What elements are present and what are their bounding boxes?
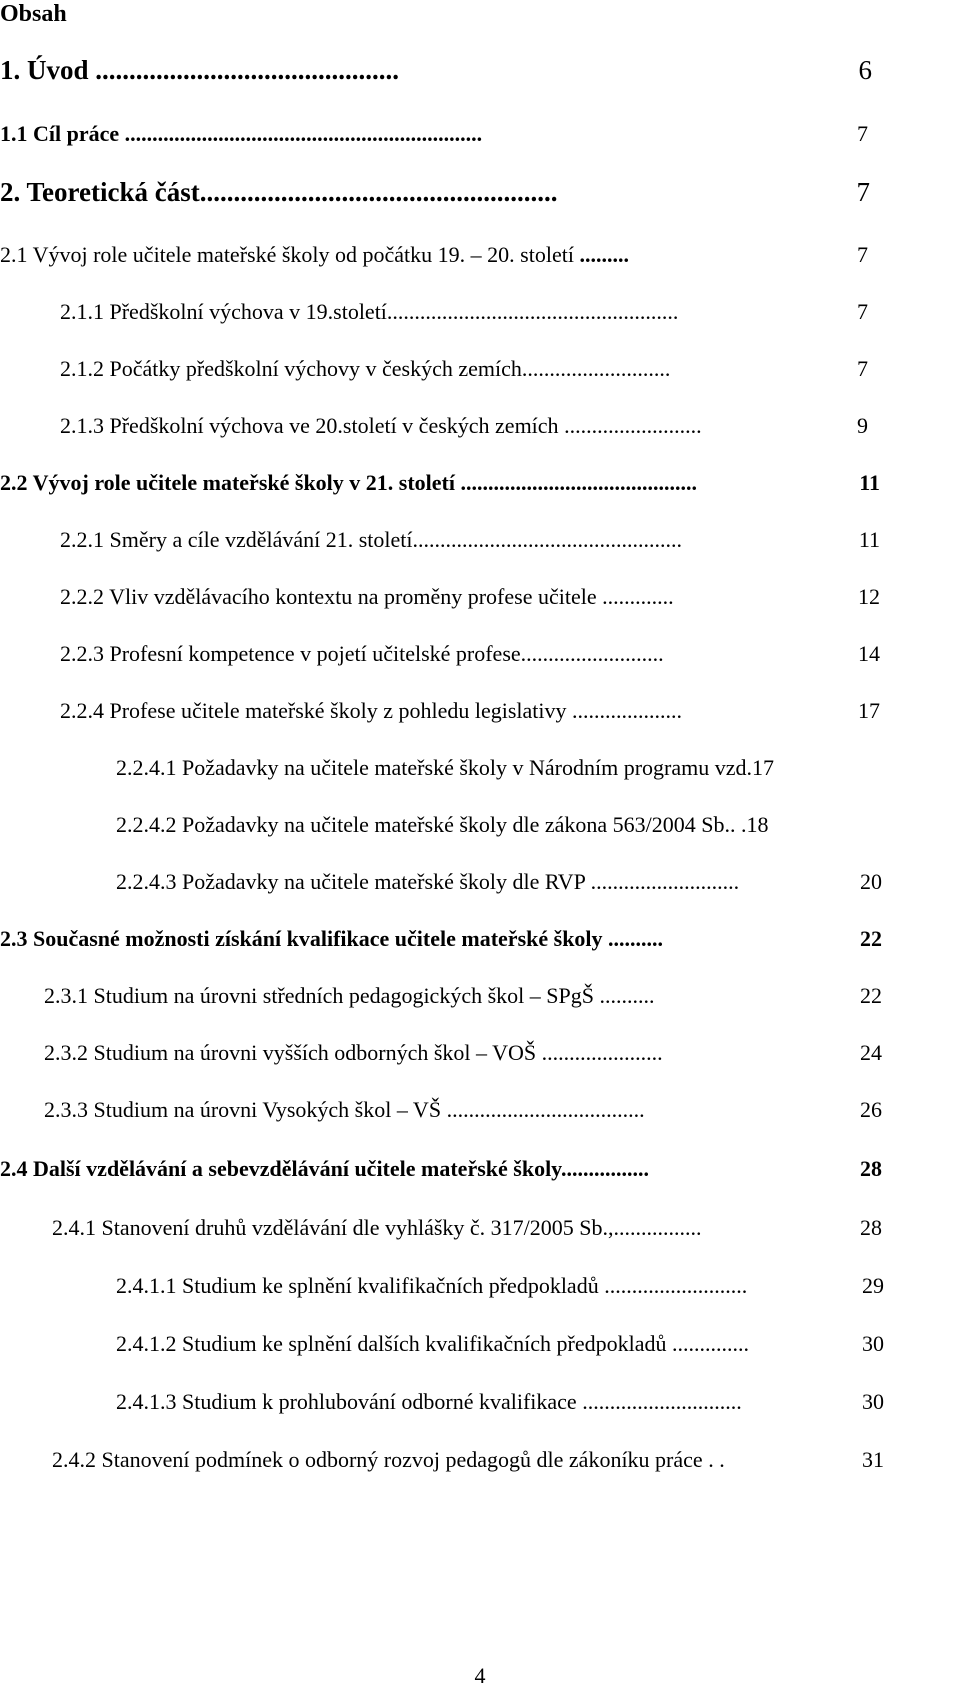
toc-entry-page: 29: [862, 1273, 884, 1298]
toc-entry-text: 2.3.1 Studium na úrovni středních pedagogických škol – SPgŠ ..........: [44, 983, 655, 1008]
toc-entry-page: 28: [860, 1156, 882, 1181]
toc-entry-page: 30: [862, 1331, 884, 1356]
toc-entry-text: 2.4.1.2 Studium ke splnění dalších kvalifikačních předpokladů ..............: [116, 1331, 750, 1356]
toc-entry-text: 2.3.2 Studium na úrovni vyšších odborných škol – VOŠ ......................: [44, 1040, 663, 1065]
toc-entry-text: 2. Teoretická část.....................................................: [0, 177, 558, 207]
toc-entry-page: 22: [860, 983, 882, 1008]
toc-entry-text: 2.2.4.3 Požadavky na učitele mateřské školy dle RVP ...........................: [116, 869, 740, 894]
page-number: 4: [474, 1663, 486, 1688]
toc-entry-page: 7: [857, 299, 868, 324]
toc-entry-text: 2.2 Vývoj role učitele mateřské školy v 21. století ...........................................: [0, 470, 697, 495]
toc-entry-text: 2.2.3 Profesní kompetence v pojetí učitelské profese..........................: [60, 641, 664, 666]
toc-entry-text: 1.1 Cíl práce .................................................................: [0, 121, 483, 146]
toc-entry-page: 9: [857, 413, 868, 438]
toc-entry-page: 11: [858, 527, 880, 552]
toc-entry-text: 2.2.1 Směry a cíle vzdělávání 21. století.................................................: [60, 527, 683, 552]
toc-entry-text: 2.4 Další vzdělávání a sebevzdělávání učitele mateřské školy................: [0, 1156, 649, 1181]
toc-entry-page: 22: [860, 926, 882, 951]
toc-entry-text: 2.1.1 Předškolní výchova v 19.století.....................................................: [60, 299, 679, 324]
toc-entry-page: 28: [860, 1215, 882, 1240]
toc-entry-text: 2.2.4.1 Požadavky na učitele mateřské školy v Národním programu vzd.17: [116, 755, 775, 780]
toc-entry-text: 2.4.1.1 Studium ke splnění kvalifikačních předpokladů ..........................: [116, 1273, 748, 1298]
toc-entry-text: 2.2.4 Profese učitele mateřské školy z pohledu legislativy ....................: [60, 698, 682, 723]
toc-entry-page: 20: [860, 869, 882, 894]
toc-entry-page: 7: [857, 121, 868, 146]
toc-entry-text: 2.1 Vývoj role učitele mateřské školy od počátku 19. – 20. století .........: [0, 242, 629, 267]
toc-entry-text: 2.4.2 Stanovení podmínek o odborný rozvoj pedagogů dle zákoníku práce . .: [52, 1447, 725, 1472]
toc-entry-text: 2.1.2 Počátky předškolní výchovy v českých zemích...........................: [60, 356, 671, 381]
page-title: Obsah: [0, 1, 67, 27]
toc-entry-page: 7: [857, 356, 868, 381]
toc-entry-page: 26: [860, 1097, 882, 1122]
toc-entry-text: 2.4.1 Stanovení druhů vzdělávání dle vyhlášky č. 317/2005 Sb.,................: [52, 1215, 702, 1240]
toc-entry-page: 7: [857, 242, 868, 267]
toc-entry-page: 24: [860, 1040, 882, 1065]
toc-entry-text: 2.2.4.2 Požadavky na učitele mateřské školy dle zákona 563/2004 Sb.. .18: [116, 812, 769, 837]
toc-entry-text: 1. Úvod .............................................: [0, 55, 400, 85]
toc-entry-page: 11: [859, 470, 880, 495]
toc-entry-text: 2.1.3 Předškolní výchova ve 20.století v českých zemích .........................: [60, 413, 702, 438]
toc-entry-page: 30: [862, 1389, 884, 1414]
toc-entry-page: 31: [862, 1447, 884, 1472]
toc-entry-page: 7: [856, 177, 870, 207]
toc-entry-page: 17: [858, 698, 880, 723]
toc-entry-text: 2.2.2 Vliv vzdělávacího kontextu na proměny profese učitele .............: [60, 584, 674, 609]
toc-entry-page: 12: [858, 584, 880, 609]
toc-entry-text: 2.3.3 Studium na úrovni Vysokých škol – VŠ ....................................: [44, 1097, 645, 1122]
toc-entry-text: 2.4.1.3 Studium k prohlubování odborné kvalifikace .............................: [116, 1389, 742, 1414]
toc-entry-text: 2.3 Současné možnosti získání kvalifikace učitele mateřské školy ..........: [0, 926, 664, 951]
toc-entry-page: 14: [858, 641, 880, 666]
toc-entry-page: 6: [858, 55, 872, 85]
